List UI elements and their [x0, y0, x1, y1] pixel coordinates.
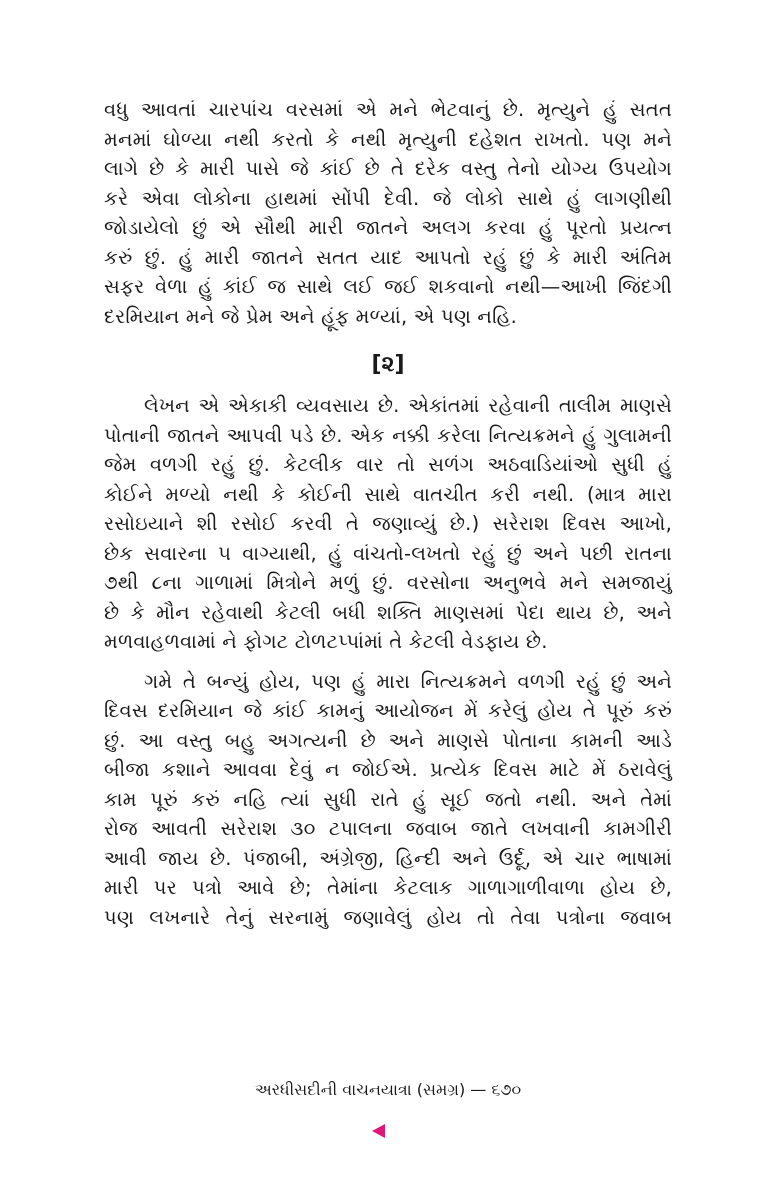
text-line: રસોઇયાને શી રસોઈ કરવી તે જણાવ્યું છે.) સરેરાશ દિવસ આખો,: [104, 512, 672, 535]
page-footer: અરધીસદીની વાચનયાત્રા (સમગ્ર) — ૬૭૦: [254, 1080, 522, 1099]
text-line: ૭થી ૮ના ગાળામાં મિત્રોને મળું છું. વરસોના અનુભવે મને સમજાયું: [104, 571, 672, 594]
triangle-left-icon[interactable]: [372, 1124, 385, 1138]
page-body: [104, 95, 672, 932]
text-line: મળવાહળવામાં ને ફોગટ ટોળટપ્પાંમાં તે કેટલી વેડફાય છે.: [104, 630, 548, 653]
text-line: વધુ આવતાં ચારપાંચ વરસમાં એ મને ભેટવાનું છે. મૃત્યુને હું સતત: [104, 98, 672, 121]
text-line: બીજા કશાને આવવા દેવું ન જોઈએ. પ્રત્યેક દિવસ માટે મેં ઠરાવેલું: [104, 758, 672, 781]
paragraph-spacer: [104, 657, 672, 667]
text-line: કરું છું. હું મારી જાતને સતત યાદ આપતો રહું છું કે મારી અંતિમ: [104, 245, 672, 269]
text-line: ગમે તે બન્યું હોય, પણ હું મારા નિત્યક્રમને વળગી રહું છું અને: [144, 669, 672, 693]
text-line: મારી પર પત્રો આવે છે; તેમાંના કેટલાક ગાળાગાળીવાળા હોય છે,: [104, 876, 672, 899]
section-2-paragraph-2: [104, 667, 672, 933]
text-line: દિવસ દરમિયાન જે કાંઈ કામનું આયોજન મેં કરેલું હોય તે પૂરું કરું: [104, 699, 672, 722]
section-1-paragraph: [104, 95, 672, 331]
section-heading: [૨]: [371, 352, 405, 377]
text-line: છું. આ વસ્તુ બહુ અગત્યની છે અને માણસે પોતાના કામની આડે: [104, 728, 672, 752]
text-line: પોતાની જાતને આપવી પડે છે. એક નક્કી કરેલા નિત્યક્રમને હું ગુલામની: [104, 423, 672, 447]
text-line: પણ લખનારે તેનું સરનામું જણાવેલું હોય તો તેવા પત્રોના જવાબ: [104, 905, 672, 929]
text-line: રોજ આવતી સરેરાશ ૩૦ ટપાલના જવાબ જાતે લખવાની કામગીરી: [104, 817, 672, 840]
text-line: જોડાયેલો છું એ સૌથી મારી જાતને અલગ કરવા હું પૂરતો પ્રયત્ન: [104, 216, 672, 239]
text-line: લાગે છે કે મારી પાસે જે કાંઈ છે તે દરેક વસ્તુ તેનો યોગ્ય ઉપયોગ: [104, 157, 672, 180]
text-line: કોઈને મળ્યો નથી કે કોઈની સાથે વાતચીત કરી નથી. (માત્ર મારા: [104, 482, 672, 506]
text-line: કરે એવા લોકોના હાથમાં સોંપી દેવી. જે લોકો સાથે હું લાગણીથી: [104, 186, 672, 210]
section-2-paragraph-1: [104, 391, 672, 657]
text-line: મનમાં ઘોળ્યા નથી કરતો કે નથી મૃત્યુની દહેશત રાખતો. પણ મને: [104, 127, 672, 151]
text-line: સફર વેળા હું કાંઈ જ સાથે લઈ જઈ શકવાનો નથી—આખી જિંદગી: [104, 275, 672, 298]
text-line: કામ પૂરું કરું નહિ ત્યાં સુધી રાતે હું સૂઈ જતો નથી. અને તેમાં: [104, 787, 672, 811]
text-line: આવી જાય છે. પંજાબી, અંગ્રેજી, હિન્દી અને ઉર્દૂ, એ ચાર ભાષામાં: [104, 846, 672, 870]
text-line: દરમિયાન મને જે પ્રેમ અને હૂંફ મળ્યાં, એ પણ નહિ.: [104, 304, 518, 328]
text-line: છે કે મૌન રહેવાથી કેટલી બધી શક્તિ માણસમાં પેદા થાય છે, અને: [104, 600, 672, 624]
text-line: છેક સવારના ૫ વાગ્યાથી, હું વાંચતો-લખતો રહું છું અને પછી રાતના: [104, 541, 672, 565]
text-line: જેમ વળગી રહું છું. કેટલીક વાર તો સળંગ અઠવાડિયાંઓ સુધી હું: [104, 453, 672, 476]
text-line: લેખન એ એકાકી વ્યવસાય છે. એકાંતમાં રહેવાની તાલીમ માણસે: [144, 394, 672, 417]
